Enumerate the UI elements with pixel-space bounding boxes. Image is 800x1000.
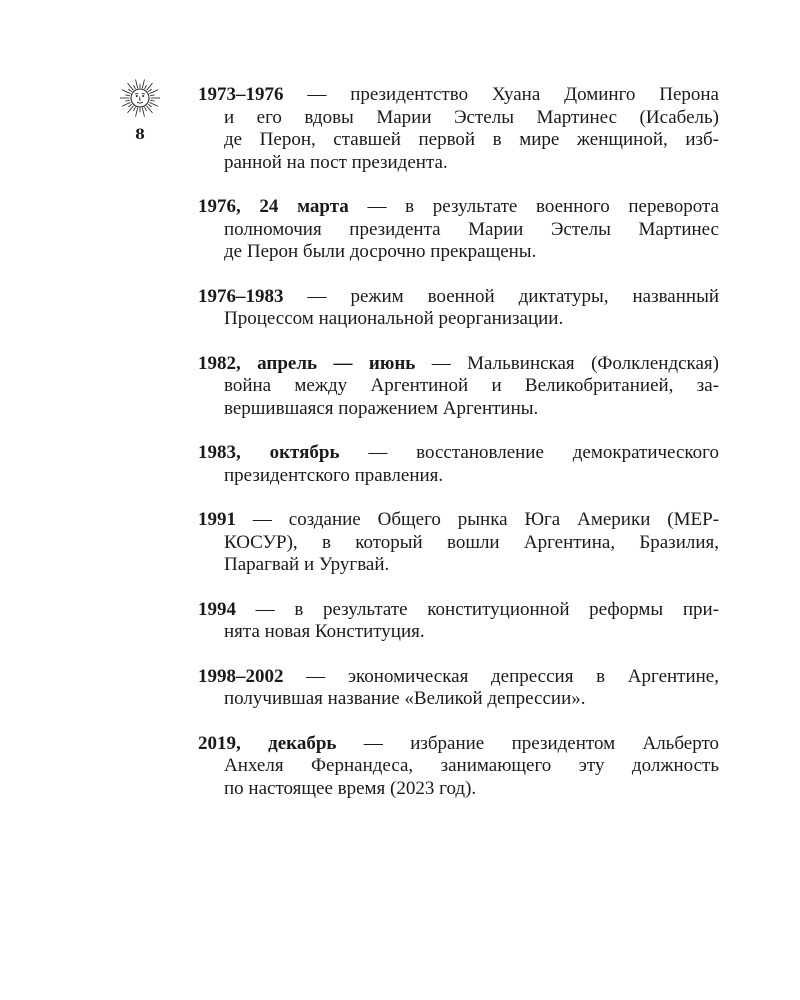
chronology-entry <box>198 196 719 264</box>
entry-continuation-line: и его вдовы Марии Эстелы Мартинес (Исабель) <box>224 106 719 128</box>
entry-continuation-line: вершившаяся поражением Аргентины. <box>224 397 539 419</box>
chronology-list <box>198 84 719 822</box>
entry-continuation-line: Анхеля Фернандеса, занимающего эту должность <box>224 755 719 776</box>
entry-date: 1998–2002 <box>198 665 284 687</box>
entry-first-line <box>198 733 719 756</box>
chronology-entry <box>198 442 719 487</box>
entry-continuation-line: президентского правления. <box>224 464 444 486</box>
entry-continuation-line: де Перон были досрочно прекращены. <box>224 241 537 262</box>
entry-date: 1976–1983 <box>198 285 284 307</box>
entry-first-line <box>198 666 719 689</box>
chronology-entry <box>198 353 719 421</box>
entry-first-line <box>198 84 719 107</box>
entry-date: 1973–1976 <box>198 84 284 105</box>
entry-date: 1994 <box>198 598 236 620</box>
chronology-entry <box>198 286 719 331</box>
entry-text: — восстановление демократического <box>339 442 719 463</box>
chronology-entry <box>198 84 719 174</box>
chronology-entry <box>198 599 719 644</box>
entry-continuation-line: нята новая Конституция. <box>224 621 425 642</box>
entry-text: — режим военной диктатуры, названный <box>283 285 719 307</box>
entry-text: — в результате военного переворота <box>348 196 719 217</box>
entry-date: 1976, 24 марта <box>198 196 349 217</box>
entry-continuation-line: война между Аргентиной и Великобританией, за- <box>224 375 719 396</box>
entry-first-line <box>198 442 719 465</box>
entry-date: 2019, декабрь <box>198 732 337 754</box>
sun-face-icon <box>114 76 166 120</box>
entry-first-line <box>198 196 719 219</box>
chronology-entry <box>198 666 719 711</box>
entry-date: 1982, апрель — июнь <box>198 352 416 374</box>
entry-text: — создание Общего рынка Юга Америки (МЕР- <box>236 509 719 530</box>
entry-text: — в результате конституционной реформы при- <box>236 598 719 620</box>
page-number: 8 <box>135 127 145 143</box>
entry-continuation-line: по настоящее время (2023 год). <box>224 777 477 799</box>
entry-first-line <box>198 509 719 532</box>
entry-date: 1991 <box>198 509 236 530</box>
entry-text: — президентство Хуана Доминго Перона <box>283 84 719 105</box>
entry-continuation-line: КОСУР), в который вошли Аргентина, Бразилия, <box>224 531 719 553</box>
entry-date: 1983, октябрь <box>198 442 340 463</box>
entry-first-line <box>198 286 719 309</box>
entry-text: — экономическая депрессия в Аргентине, <box>283 665 719 687</box>
entry-text: — Мальвинская (Фолклендская) <box>415 352 719 374</box>
chronology-entry <box>198 509 719 577</box>
entry-continuation-line: де Перон, ставшей первой в мире женщиной, изб- <box>224 129 719 150</box>
entry-continuation-line: ранной на пост президента. <box>224 151 448 173</box>
entry-text: — избрание президентом Альберто <box>336 732 719 754</box>
entry-first-line <box>198 599 719 622</box>
entry-continuation-line: полномочия президента Марии Эстелы Мартинес <box>224 218 719 240</box>
entry-continuation-line: получившая название «Великой депрессии». <box>224 688 586 709</box>
entry-continuation-line: Парагвай и Уругвай. <box>224 554 390 575</box>
chronology-entry <box>198 733 719 801</box>
entry-first-line <box>198 353 719 376</box>
entry-continuation-line: Процессом национальной реорганизации. <box>224 308 564 329</box>
